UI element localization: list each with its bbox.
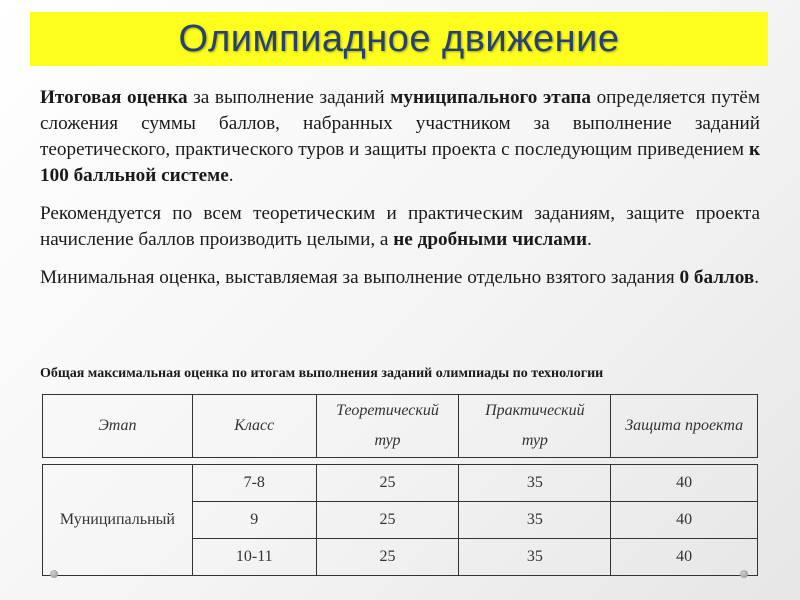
- table-row: [43, 465, 758, 502]
- cell-practice: 35: [459, 465, 611, 502]
- text-run: .: [754, 267, 760, 288]
- header-stage: Этап: [43, 395, 193, 458]
- paragraph: [40, 85, 760, 189]
- table-gap: [43, 458, 758, 465]
- stage-cell: Муниципальный: [43, 465, 193, 576]
- cell-practice: 35: [459, 502, 611, 539]
- emphasis-text: 0 баллов: [679, 267, 755, 288]
- cell-project: 40: [611, 539, 758, 576]
- emphasis-text: муниципального этапа: [390, 87, 591, 108]
- text-run: определяется путём сложения суммы баллов, набранных участником за выполнение заданий теоретического, практического туров и защиты проекта с последующим приведением: [40, 87, 760, 160]
- header-theory-line2: тур: [374, 432, 401, 449]
- corner-dot-icon: [50, 570, 58, 578]
- cell-practice: 35: [459, 539, 611, 576]
- header-theory: [316, 395, 459, 458]
- cell-theory: 25: [316, 465, 459, 502]
- table-header-row: [43, 395, 758, 458]
- emphasis-text: не дробными числами: [393, 229, 588, 250]
- body-text: [40, 85, 760, 303]
- cell-project: 40: [611, 465, 758, 502]
- cell-class: 10-11: [192, 539, 316, 576]
- emphasis-text: к 100 балльной системе: [40, 139, 760, 186]
- slide-title: Олимпиадное движение: [178, 17, 620, 60]
- header-practice: [459, 395, 611, 458]
- table-caption: Общая максимальная оценка по итогам выполнения заданий олимпиады по технологии: [40, 366, 604, 381]
- header-practice-line1: Практический: [485, 402, 585, 419]
- text-run: Рекомендуется по всем теоретическим и практическим заданиям, защите проекта начисление баллов производить целыми, а: [40, 203, 760, 250]
- header-practice-line2: тур: [521, 432, 548, 449]
- text-run: Минимальная оценка, выставляемая за выполнение отдельно взятого задания: [40, 267, 680, 288]
- cell-project: 40: [611, 502, 758, 539]
- corner-dot-icon: [740, 570, 748, 578]
- cell-class: 7-8: [192, 465, 316, 502]
- header-project: Защита проекта: [611, 395, 758, 458]
- cell-class: 9: [192, 502, 316, 539]
- title-banner: [30, 12, 768, 66]
- header-theory-line1: Теоретический: [336, 402, 439, 419]
- text-run: .: [587, 229, 592, 250]
- paragraph: [40, 201, 760, 253]
- text-run: за выполнение заданий: [187, 87, 391, 108]
- score-table-container: [42, 394, 760, 576]
- cell-theory: 25: [316, 539, 459, 576]
- paragraph: [40, 265, 760, 291]
- header-class: Класс: [192, 395, 316, 458]
- text-run: .: [228, 165, 234, 186]
- cell-theory: 25: [316, 502, 459, 539]
- emphasis-text: Итоговая оценка: [40, 87, 188, 108]
- score-table: [42, 394, 758, 576]
